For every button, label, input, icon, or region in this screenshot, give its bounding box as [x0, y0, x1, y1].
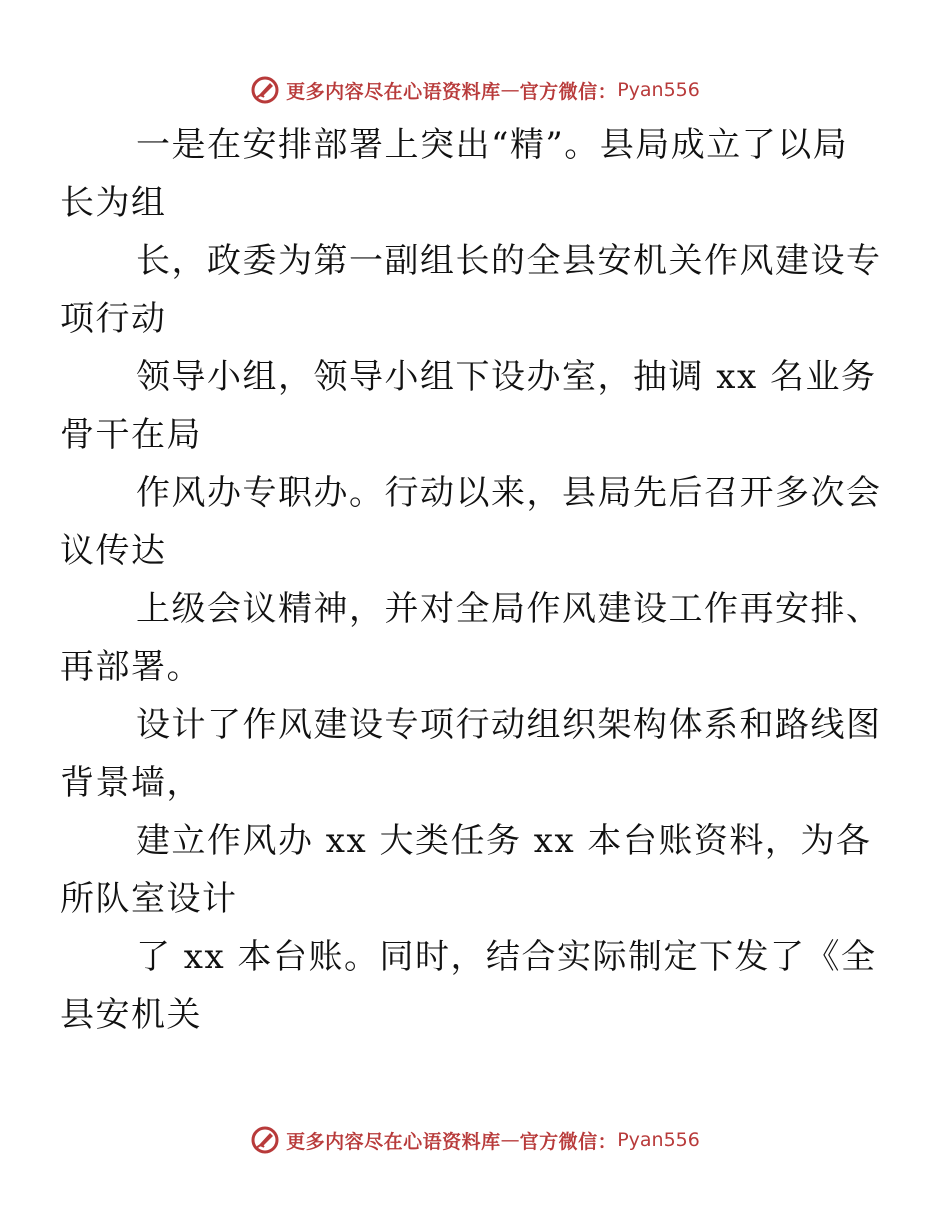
paragraph: [60, 812, 872, 928]
paragraph-line: 领导小组，领导小组下设办室，抽调 xx 名业务: [136, 357, 877, 397]
paragraph-line: 所队室设计: [60, 879, 238, 919]
paragraph-line: 建立作风办 xx 大类任务 xx 本台账资料，为各: [136, 821, 872, 861]
watermark-dash: —: [500, 1129, 520, 1151]
watermark-id: Pyan556: [617, 79, 700, 101]
paragraph-line: 再部署。: [60, 647, 202, 687]
footer-watermark: [0, 1122, 950, 1158]
paragraph: [60, 580, 882, 696]
paragraph-line: 设计了作风建设专项行动组织架构体系和路线图: [136, 705, 882, 745]
paragraph-line: 作风办专职办。行动以来，县局先后召开多次会: [136, 473, 882, 513]
paragraph-line: 背景墙，: [60, 763, 202, 803]
paragraph-line: 一是在安排部署上突出“精”。县局成立了以局: [136, 125, 849, 165]
paragraph-line: 议传达: [60, 531, 167, 571]
watermark-main-text: 更多内容尽在心语资料库: [286, 80, 501, 103]
paragraph-line: 骨干在局: [60, 415, 202, 455]
paragraph-line: 上级会议精神，并对全局作风建设工作再安排、: [136, 589, 882, 629]
logo-icon: [250, 75, 280, 105]
paragraph-line: 长，政委为第一副组长的全县安机关作风建设专: [136, 241, 882, 281]
document-body: [60, 116, 882, 1044]
paragraph: [60, 928, 877, 1044]
paragraph: [60, 464, 882, 580]
paragraph-line: 项行动: [60, 299, 167, 339]
watermark-label: 官方微信：: [519, 80, 618, 103]
paragraph: [60, 348, 877, 464]
logo-icon: [250, 1125, 280, 1155]
paragraph-line: 县安机关: [60, 995, 202, 1035]
watermark-main-text: 更多内容尽在心语资料库: [286, 1130, 501, 1153]
paragraph-line: 了 xx 本台账。同时，结合实际制定下发了《全: [136, 937, 877, 977]
watermark-id: Pyan556: [617, 1129, 700, 1151]
paragraph: [60, 232, 882, 348]
paragraph: [60, 116, 858, 232]
paragraph: [60, 696, 882, 812]
paragraph-line: 长为组: [60, 183, 167, 223]
watermark-dash: —: [500, 79, 520, 101]
watermark-label: 官方微信：: [519, 1130, 618, 1153]
header-watermark: [0, 72, 950, 108]
